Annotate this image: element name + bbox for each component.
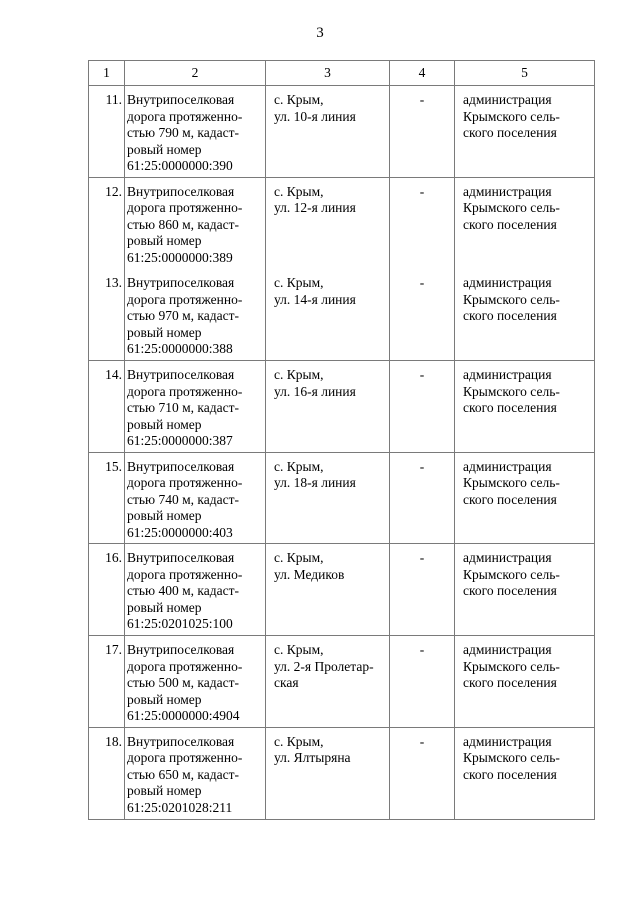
row-number: 13. [89, 269, 125, 361]
object-name-line: ровый номер [127, 324, 202, 340]
object-name-line: Внутрипоселковая [127, 642, 235, 658]
object-name-line: стью 860 м, кадаст- [127, 216, 240, 232]
object-name-line: 61:25:0000000:387 [127, 433, 233, 449]
owner-cell [455, 727, 595, 819]
object-name-line: ровый номер [127, 233, 202, 249]
object-name-line: стью 650 м, кадаст- [127, 766, 240, 782]
object-name-cell [125, 177, 266, 269]
col4-value: - [390, 361, 455, 453]
header-col-1: 1 [89, 61, 125, 86]
table-header [89, 61, 595, 86]
header-col-3: 3 [266, 61, 390, 86]
address-cell [266, 452, 390, 544]
object-name-line: дорога протяженно- [127, 475, 243, 491]
owner-line: ского поселения [463, 216, 557, 232]
object-name-cell [125, 269, 266, 361]
owner-line: администрация [463, 183, 552, 199]
owner-line: Крымского сель- [463, 291, 560, 307]
object-name-line: дорога протяженно- [127, 658, 243, 674]
owner-cell [455, 452, 595, 544]
row-number: 15. [89, 452, 125, 544]
owner-line: Крымского сель- [463, 200, 560, 216]
address-line: ул. 18-я линия [274, 475, 356, 491]
row-number: 11. [89, 86, 125, 178]
col4-value: - [390, 544, 455, 636]
address-line: ул. 14-я линия [274, 291, 356, 307]
table-row [89, 269, 595, 361]
object-name-line: Внутрипоселковая [127, 275, 235, 291]
object-name-line: 61:25:0201025:100 [127, 616, 233, 632]
header-col-2: 2 [125, 61, 266, 86]
address-cell [266, 544, 390, 636]
owner-cell [455, 636, 595, 728]
table-row [89, 452, 595, 544]
object-name-line: Внутрипоселковая [127, 367, 235, 383]
object-name-line: 61:25:0000000:4904 [127, 708, 240, 724]
address-line: ул. 2-я Пролетар- [274, 658, 374, 674]
address-cell [266, 636, 390, 728]
address-cell [266, 361, 390, 453]
object-name-line: дорога протяженно- [127, 108, 243, 124]
col4-value: - [390, 177, 455, 269]
owner-cell [455, 177, 595, 269]
address-line: ская [274, 675, 299, 691]
object-name-line: Внутрипоселковая [127, 183, 235, 199]
address-line: ул. 16-я линия [274, 383, 356, 399]
object-name-line: ровый номер [127, 691, 202, 707]
object-name-line: стью 790 м, кадаст- [127, 125, 240, 140]
object-name-line: Внутрипоселковая [127, 92, 235, 107]
object-name-line: дорога протяженно- [127, 383, 243, 399]
header-row [89, 61, 595, 86]
owner-line: ского поселения [463, 675, 557, 691]
object-name-cell [125, 544, 266, 636]
owner-line: Крымского сель- [463, 383, 560, 399]
object-name-line: 61:25:0000000:403 [127, 524, 233, 540]
object-name-line: Внутрипоселковая [127, 550, 235, 566]
object-name-line: дорога протяженно- [127, 200, 243, 216]
address-cell [266, 269, 390, 361]
owner-line: ского поселения [463, 583, 557, 599]
table-row [89, 636, 595, 728]
address-line: с. Крым, [274, 275, 324, 291]
object-name-line: 61:25:0201028:211 [127, 799, 233, 815]
owner-line: ского поселения [463, 400, 557, 416]
owner-line: ского поселения [463, 308, 557, 324]
table-row [89, 544, 595, 636]
owner-line: администрация [463, 642, 552, 658]
table-row [89, 86, 595, 178]
object-name-line: дорога протяженно- [127, 291, 243, 307]
owner-cell [455, 361, 595, 453]
owner-cell [455, 544, 595, 636]
row-number: 14. [89, 361, 125, 453]
object-name-line: 61:25:0000000:390 [127, 158, 233, 173]
owner-line: ского поселения [463, 766, 557, 782]
row-number: 17. [89, 636, 125, 728]
object-name-line: стью 710 м, кадаст- [127, 400, 240, 416]
owner-cell [455, 269, 595, 361]
address-cell [266, 727, 390, 819]
col4-value: - [390, 636, 455, 728]
col4-value: - [390, 269, 455, 361]
owner-line: администрация [463, 92, 552, 107]
owner-line: Крымского сель- [463, 566, 560, 582]
address-line: с. Крым, [274, 367, 324, 383]
owner-line: ского поселения [463, 125, 557, 140]
object-name-cell [125, 636, 266, 728]
object-name-line: Внутрипоселковая [127, 458, 235, 474]
row-number: 18. [89, 727, 125, 819]
owner-line: администрация [463, 275, 552, 291]
object-name-cell [125, 86, 266, 178]
owner-line: Крымского сель- [463, 750, 560, 766]
owner-line: администрация [463, 550, 552, 566]
owner-line: Крымского сель- [463, 108, 560, 124]
address-line: с. Крым, [274, 733, 324, 749]
owner-line: Крымского сель- [463, 475, 560, 491]
object-name-line: ровый номер [127, 141, 202, 157]
object-name-line: ровый номер [127, 599, 202, 615]
object-name-line: Внутрипоселковая [127, 733, 235, 749]
col4-value: - [390, 86, 455, 178]
row-number: 12. [89, 177, 125, 269]
object-name-line: 61:25:0000000:389 [127, 249, 233, 265]
address-line: с. Крым, [274, 92, 324, 107]
object-name-line: стью 740 м, кадаст- [127, 491, 240, 507]
object-name-cell [125, 727, 266, 819]
row-number: 16. [89, 544, 125, 636]
address-line: с. Крым, [274, 642, 324, 658]
address-cell [266, 177, 390, 269]
header-col-4: 4 [390, 61, 455, 86]
col4-value: - [390, 452, 455, 544]
object-name-line: 61:25:0000000:388 [127, 341, 233, 357]
table-row [89, 177, 595, 269]
owner-line: администрация [463, 733, 552, 749]
object-name-line: дорога протяженно- [127, 566, 243, 582]
object-name-cell [125, 452, 266, 544]
address-line: с. Крым, [274, 550, 324, 566]
address-line: ул. 10-я линия [274, 108, 356, 124]
page-number: 3 [316, 25, 324, 41]
object-name-cell [125, 361, 266, 453]
object-name-line: стью 970 м, кадаст- [127, 308, 240, 324]
header-col-5: 5 [455, 61, 595, 86]
owner-cell [455, 86, 595, 178]
owner-line: Крымского сель- [463, 658, 560, 674]
registry-table [88, 60, 595, 820]
object-name-line: стью 500 м, кадаст- [127, 675, 240, 691]
object-name-line: ровый номер [127, 508, 202, 524]
address-line: ул. 12-я линия [274, 200, 356, 216]
address-cell [266, 86, 390, 178]
address-line: с. Крым, [274, 458, 324, 474]
table-body [89, 86, 595, 820]
table-row [89, 727, 595, 819]
address-line: ул. Медиков [274, 566, 345, 582]
object-name-line: стью 400 м, кадаст- [127, 583, 240, 599]
address-line: ул. Ялтыряна [274, 750, 351, 766]
owner-line: администрация [463, 367, 552, 383]
owner-line: ского поселения [463, 491, 557, 507]
object-name-line: дорога протяженно- [127, 750, 243, 766]
col4-value: - [390, 727, 455, 819]
owner-line: администрация [463, 458, 552, 474]
object-name-line: ровый номер [127, 783, 202, 799]
table-row [89, 361, 595, 453]
object-name-line: ровый номер [127, 416, 202, 432]
address-line: с. Крым, [274, 183, 324, 199]
